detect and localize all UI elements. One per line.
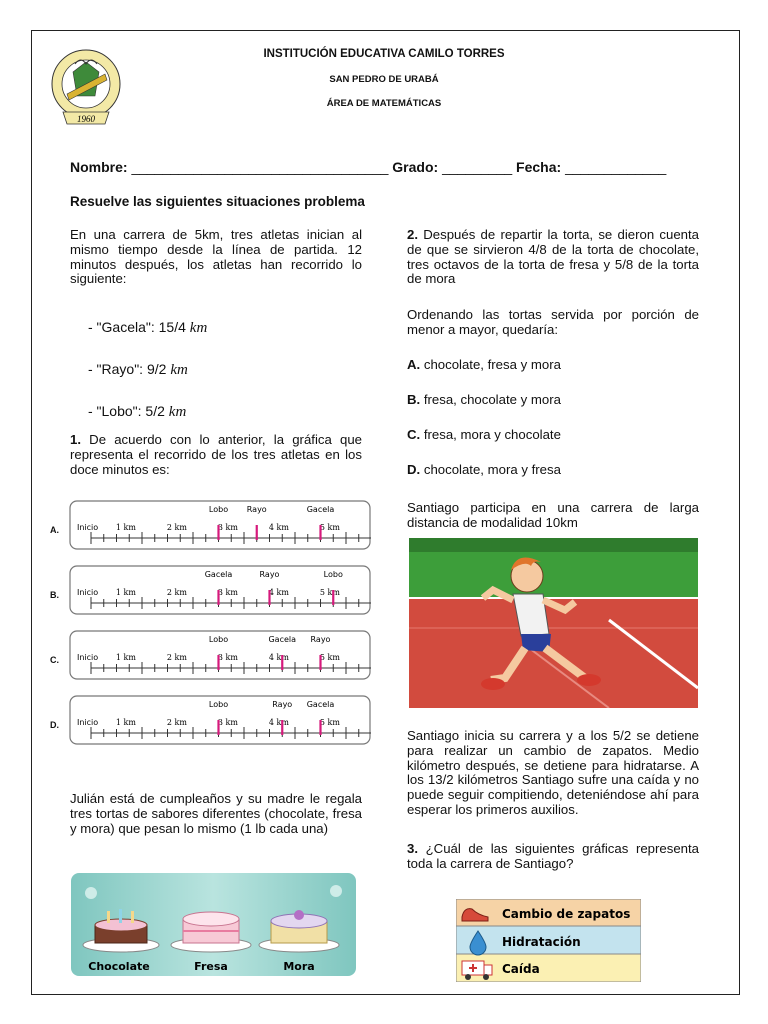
question-2-prompt: Ordenando las tortas servida por porción de menor a mayor, quedaría: — [407, 307, 699, 337]
start-label: Inicio — [77, 653, 99, 662]
question-1: 1. De acuerdo con lo anterior, la gráfica que representa el recorrido de los tres atletas en los doce minutos es: — [70, 432, 362, 477]
cake-label-mora: Mora — [283, 960, 315, 973]
km-label: 4 km — [268, 718, 289, 727]
athlete-lobo: - "Lobo": 5/2 km — [88, 403, 187, 420]
julian-text: Julián está de cumpleaños y su madre le regala tres tortas de sabores diferentes (chocolate, fresa y mora) que pesan lo mismo (1 lb cada una) — [70, 791, 362, 836]
number-line-b[interactable] — [69, 565, 371, 615]
start-label: Inicio — [77, 718, 99, 727]
race-intro: En una carrera de 5km, tres atletas inician al mismo tiempo desde la línea de partida. 12 minutos después, los atletas han recorrido lo siguiente: — [70, 227, 362, 287]
option-a-letter: A. — [50, 525, 59, 535]
cakes-illustration — [71, 873, 356, 976]
km-label: 1 km — [115, 718, 136, 727]
km-label: 3 km — [217, 653, 238, 662]
date-field[interactable]: _____________ — [565, 159, 667, 175]
athlete-marker-label: Lobo — [323, 570, 343, 579]
athlete-marker-label: Rayo — [310, 635, 331, 644]
km-label: 1 km — [115, 653, 136, 662]
athlete-marker-label: Lobo — [208, 635, 229, 644]
q2-option-a[interactable]: A. chocolate, fresa y mora — [407, 357, 561, 372]
km-label: 5 km — [319, 523, 340, 532]
institution-title: INSTITUCIÓN EDUCATIVA CAMILO TORRES — [263, 48, 505, 60]
km-label: 5 km — [319, 653, 340, 662]
km-label: 5 km — [319, 588, 340, 597]
strawberry-cake-icon — [171, 912, 251, 952]
athlete-marker-label: Rayo — [246, 505, 267, 514]
km-label: 3 km — [217, 718, 238, 727]
name-label: Nombre: — [70, 159, 128, 175]
area-subtitle: ÁREA DE MATEMÁTICAS — [326, 98, 442, 109]
santiago-story: Santiago inicia su carrera y a los 5/2 se detiene para realizar un cambio de zapatos. Medio kilómetro después, se detiene para hidratarse. A los 13/2 kilómetros Santiago sufre una caída y no puede seguir compitiendo, deteniéndose ahí para esperar los primeros auxilios. — [407, 728, 699, 817]
start-label: Inicio — [77, 523, 99, 532]
instructions-heading: Resuelve las siguientes situaciones problema — [70, 194, 365, 209]
start-label: Inicio — [77, 588, 99, 597]
athlete-marker-label: Rayo — [272, 700, 293, 709]
cake-label-fresa: Fresa — [194, 960, 228, 973]
name-field[interactable]: _________________________________ — [131, 159, 389, 175]
km-label: 2 km — [166, 523, 187, 532]
athlete-marker-label: Lobo — [208, 700, 229, 709]
legend-shoe-label: Cambio de zapatos — [502, 907, 631, 921]
event-legend — [456, 899, 641, 982]
athlete-marker-label: Gacela — [204, 570, 233, 579]
q2-option-b[interactable]: B. fresa, chocolate y mora — [407, 392, 561, 407]
grade-label: Grado: — [392, 159, 439, 175]
athlete-rayo: - "Rayo": 9/2 km — [88, 361, 188, 378]
km-label: 1 km — [115, 588, 136, 597]
option-b-letter: B. — [50, 590, 59, 600]
athlete-marker-label: Gacela — [268, 635, 297, 644]
km-label: 4 km — [268, 588, 289, 597]
number-line-d[interactable] — [69, 695, 371, 745]
date-label: Fecha: — [516, 159, 562, 175]
cake-label-chocolate: Chocolate — [88, 960, 150, 973]
athlete-marker-label: Gacela — [306, 700, 335, 709]
km-label: 2 km — [166, 718, 187, 727]
option-c-letter: C. — [50, 655, 59, 665]
question-3: 3. ¿Cuál de las siguientes gráficas representa toda la carrera de Santiago? — [407, 841, 699, 871]
km-label: 5 km — [319, 718, 340, 727]
athlete-marker-label: Lobo — [208, 505, 229, 514]
student-info-row — [70, 159, 700, 175]
legend-water-label: Hidratación — [502, 935, 581, 949]
athlete-marker-label: Gacela — [306, 505, 335, 514]
km-label: 1 km — [115, 523, 136, 532]
km-label: 2 km — [166, 653, 187, 662]
number-line-a[interactable] — [69, 500, 371, 550]
town-subtitle: SAN PEDRO DE URABÁ — [329, 74, 439, 85]
athlete-marker-label: Rayo — [259, 570, 280, 579]
km-label: 4 km — [268, 653, 289, 662]
km-label: 4 km — [268, 523, 289, 532]
km-label: 3 km — [217, 588, 238, 597]
km-label: 3 km — [217, 523, 238, 532]
km-label: 2 km — [166, 588, 187, 597]
q2-option-c[interactable]: C. fresa, mora y chocolate — [407, 427, 561, 442]
q2-option-d[interactable]: D. chocolate, mora y fresa — [407, 462, 561, 477]
option-d-letter: D. — [50, 720, 59, 730]
athlete-gacela: - "Gacela": 15/4 km — [88, 319, 208, 336]
legend-fall-label: Caída — [502, 962, 540, 976]
santiago-intro: Santiago participa en una carrera de larga distancia de modalidad 10km — [407, 500, 699, 530]
question-2: 2. Después de repartir la torta, se dieron cuenta de que se sirvieron 4/8 de la torta de chocolate, tres octavos de la torta de fresa y 5/8 de la torta de mora — [407, 227, 699, 287]
runner-illustration — [409, 538, 698, 708]
number-line-c[interactable] — [69, 630, 371, 680]
svg-text:1960: 1960 — [77, 114, 95, 124]
grade-field[interactable]: _________ — [442, 159, 513, 175]
